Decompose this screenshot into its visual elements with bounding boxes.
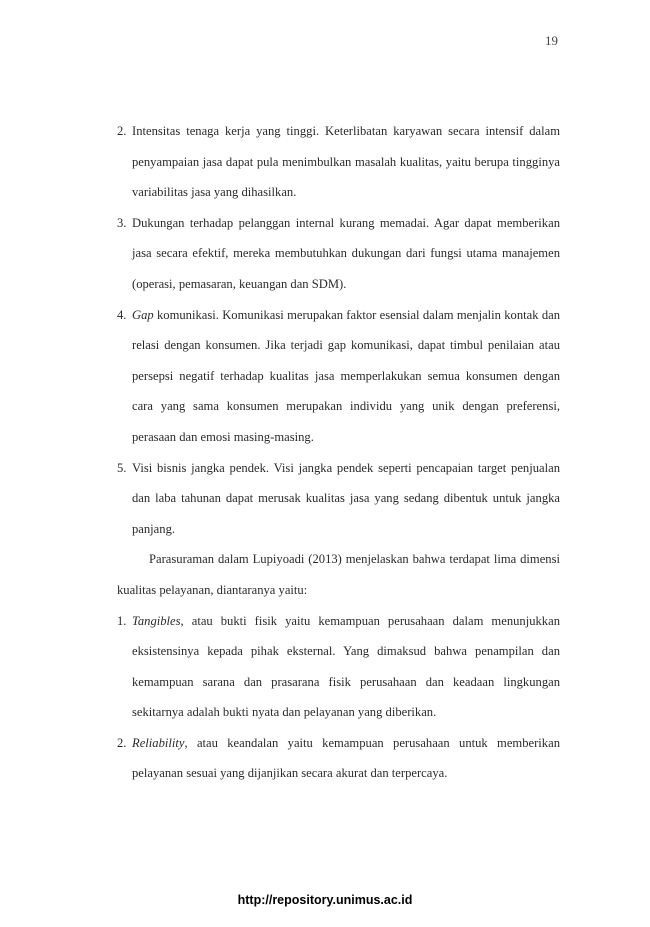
list-item <box>117 208 560 300</box>
list-item-body: Dukungan terhadap pelanggan internal kurang memadai. Agar dapat memberikan jasa secara efektif, mereka membutuhkan dukungan dari fungsi utama manajemen (operasi, pemasaran, keuangan dan SDM). <box>132 215 560 291</box>
list-item-body: Visi bisnis jangka pendek. Visi jangka pendek seperti pencapaian target penjualan dan laba tahunan dapat merusak kualitas jasa yang sedang dibentuk untuk jangka panjang. <box>132 460 560 536</box>
list-item <box>117 728 560 789</box>
footer-repository-url[interactable]: http://repository.unimus.ac.id <box>237 893 413 907</box>
list-number: 2. <box>117 735 127 750</box>
list-item-body: , atau bukti fisik yaitu kemampuan perusahaan dalam menunjukkan eksistensinya kepada pihak eksternal. Yang dimaksud bahwa penampilan dan kemampuan sarana dan prasarana fisik perusahaan dan keadaan lingkungan sekitarnya adalah bukti nyata dan pelayanan yang diberikan. <box>132 613 560 720</box>
list-number: 4. <box>117 307 127 322</box>
list-item-text <box>132 116 560 208</box>
list-number: 2. <box>117 124 127 138</box>
list-item-body: komunikasi. Komunikasi merupakan faktor esensial dalam menjalin kontak dan relasi dengan konsumen. Jika terjadi gap komunikasi, dapat timbul penilaian atau persepsi negatif terhadap kualitas jasa memperlakukan semua konsumen dengan cara yang sama konsumen merupakan individu yang unik dengan preferensi, perasaan dan emosi masing-masing. <box>132 307 560 444</box>
list-item-text <box>132 453 560 545</box>
list-number: 1. <box>117 613 127 628</box>
body-paragraph: Parasuraman dalam Lupiyoadi (2013) menjelaskan bahwa terdapat lima dimensi kualitas pelayanan, diantaranya yaitu: <box>117 552 560 597</box>
page-number: 19 <box>545 33 558 48</box>
list-item <box>117 300 560 453</box>
list-item <box>117 606 560 728</box>
list-item-text <box>132 208 560 300</box>
list-service-dimensions <box>117 606 560 790</box>
list-item-text <box>132 300 560 453</box>
document-body <box>117 116 560 789</box>
list-item-term: Gap <box>132 307 154 322</box>
list-number: 5. <box>117 460 127 475</box>
list-item <box>117 453 560 545</box>
list-item-text <box>132 606 560 728</box>
list-item-text <box>132 728 560 789</box>
list-item-body: Intensitas tenaga kerja yang tinggi. Keterlibatan karyawan secara intensif dalam penyampaian jasa dapat pula menimbulkan masalah kualitas, yaitu berupa tingginya variabilitas jasa yang dihasilkan. <box>132 124 560 200</box>
list-number: 3. <box>117 215 127 230</box>
list-item-term: Reliability <box>132 735 185 750</box>
list-item-term: Tangibles <box>132 613 181 628</box>
list-item-body: , atau keandalan yaitu kemampuan perusahaan untuk memberikan pelayanan sesuai yang dijanjikan secara akurat dan terpercaya. <box>132 735 560 781</box>
list-item <box>117 116 560 208</box>
list-quality-gaps <box>117 116 560 544</box>
